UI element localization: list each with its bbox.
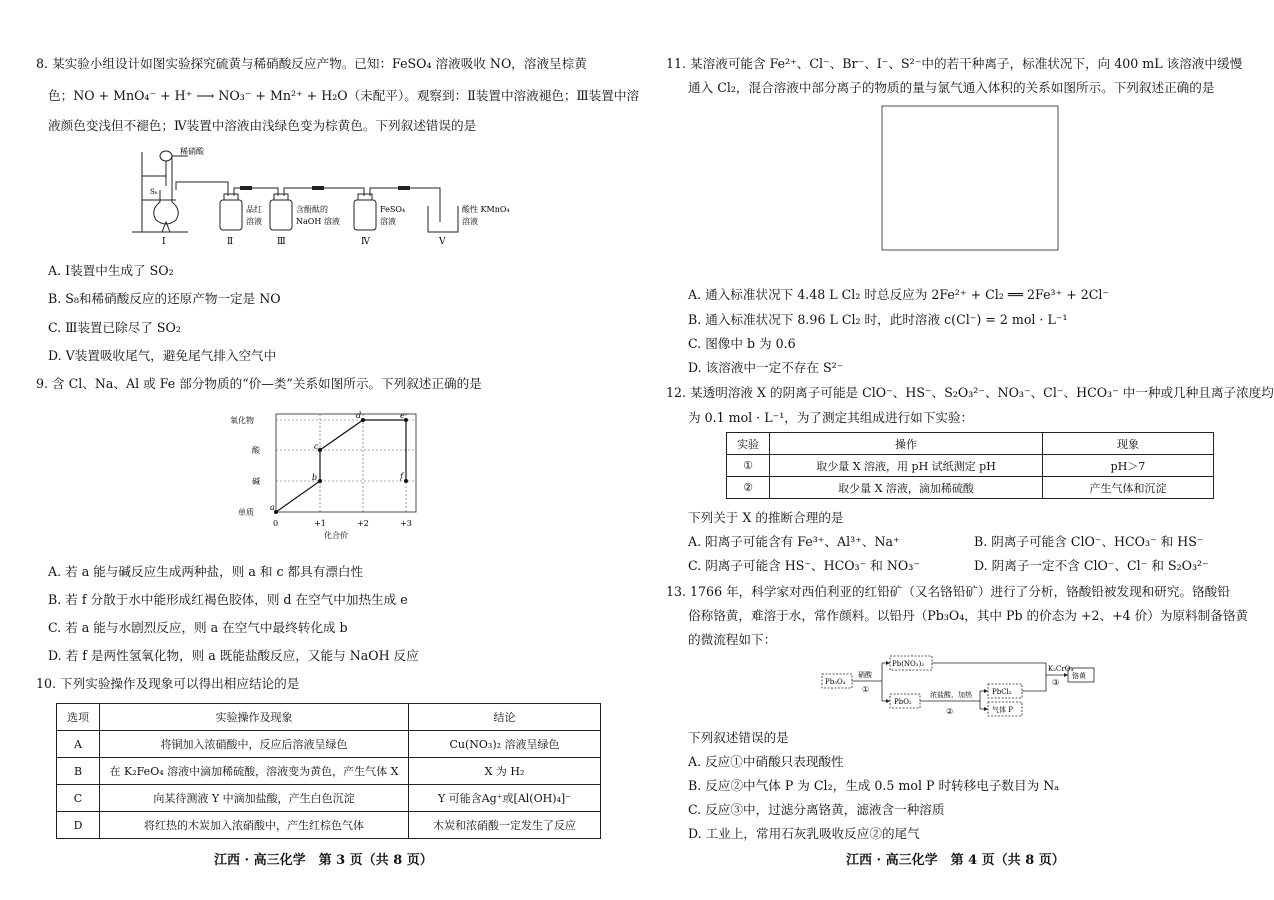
point-b: b — [312, 473, 318, 482]
point-d: d — [356, 411, 362, 420]
cell: Cu(NO₃)₂ 溶液呈绿色 — [409, 731, 601, 758]
q13-flowchart — [820, 652, 1110, 722]
q12-stem-line1: 12. 某透明溶液 X 的阴离子可能是 ClO⁻、HS⁻、S₂O₃²⁻、NO₃⁻、Cl⁻、HCO₃⁻ 中一种或几种且离子浓度均 — [666, 385, 1274, 400]
q12-stem-line2: 为 0.1 mol · L⁻¹，为了测定其组成进行如下实验： — [688, 410, 974, 425]
table-row — [57, 731, 601, 758]
chart-frame — [882, 106, 1058, 250]
q11-option-b: B. 通入标准状况下 8.96 L Cl₂ 时，此时溶液 c(Cl⁻) = 2 mol · L⁻¹ — [688, 312, 1068, 327]
x-tick-0: 0 — [273, 519, 279, 528]
y-label-acid: 酸 — [252, 446, 260, 455]
q11-option-c: C. 图像中 b 为 0.6 — [688, 336, 796, 351]
q12-option-b: B. 阴离子可能含 ClO⁻、HCO₃⁻ 和 HS⁻ — [974, 534, 1204, 549]
q13-option-b: B. 反应②中气体 P 为 Cl₂，生成 0.5 mol P 时转移电子数目为 Nₐ — [688, 778, 1060, 793]
cell: 将红热的木炭加入浓硝酸中，产生红棕色气体 — [100, 812, 409, 839]
q8-stem-line3: 液颜色变浅但不褪色；Ⅳ装置中溶液由浅绿色变为棕黄色。下列叙述错误的是 — [48, 118, 477, 133]
point-f: f — [400, 472, 403, 481]
flow-step2: ② — [946, 707, 954, 716]
label-device-3: Ⅲ — [277, 237, 286, 247]
q12-option-a: A. 阳离子可能含有 Fe³⁺、Al³⁺、Na⁺ — [688, 534, 900, 549]
q13-stem-line2: 俗称铬黄，难溶于水，常作颜料。以铅丹（Pb₃O₄，其中 Pb 的价态为 +2、+4 价）为原料制备铬黄 — [688, 608, 1249, 623]
cell: A — [57, 731, 100, 758]
cell: 取少量 X 溶液，用 pH 试纸测定 pH — [770, 455, 1043, 477]
label-s8: S₈ — [150, 188, 158, 196]
q8-option-d: D. Ⅴ装置吸收尾气，避免尾气排入空气中 — [48, 348, 277, 363]
y-label-base: 碱 — [252, 477, 260, 486]
x-tick-2: +2 — [357, 519, 369, 528]
cell: 向某待测液 Y 中滴加盐酸，产生白色沉淀 — [100, 785, 409, 812]
label-device-5: Ⅴ — [439, 237, 446, 247]
label-bottle4-b: 溶液 — [380, 217, 396, 226]
flow-gas-p: 气体 P — [992, 706, 1013, 714]
label-device-2: Ⅱ — [227, 237, 234, 247]
q8-stem-line1: 8. 某实验小组设计如图实验探究硫黄与稀硝酸反应产物。已知：FeSO₄ 溶液吸收 NO，溶液呈棕黄 — [36, 56, 587, 71]
table-row — [727, 477, 1214, 499]
flow-pb3o4: Pb₃O₄ — [825, 678, 846, 686]
label-device-4: Ⅳ — [361, 237, 370, 247]
table-row — [57, 758, 601, 785]
q8-apparatus-figure — [128, 146, 510, 250]
q12-header-exp: 实验 — [727, 433, 770, 455]
q13-option-c: C. 反应③中，过滤分离铬黄，滤液含一种溶质 — [688, 802, 945, 817]
q13-option-d: D. 工业上，常用石灰乳吸收反应②的尾气 — [688, 826, 920, 841]
page-footer-right: 江西 · 高三化学 第 4 页（共 8 页） — [846, 853, 1065, 868]
label-bottle3-a: 含酚酞的 — [296, 205, 328, 214]
x-axis-label: 化合价 — [324, 531, 348, 540]
y-label-oxide: 氧化物 — [230, 416, 254, 425]
q11-stem-line1: 11. 某溶液可能含 Fe²⁺、Cl⁻、Br⁻、I⁻、S²⁻中的若干种离子，标准状况下，向 400 mL 该溶液中缓慢 — [666, 56, 1243, 71]
table-row — [727, 455, 1214, 477]
cell: ② — [727, 477, 770, 499]
cell: D — [57, 812, 100, 839]
q9-option-b: B. 若 f 分散于水中能形成红褐色胶体，则 d 在空气中加热生成 e — [48, 592, 408, 607]
q9-valence-diagram — [226, 404, 426, 554]
point-a: a — [270, 503, 275, 512]
q8-option-c: C. Ⅲ装置已除尽了 SO₂ — [48, 320, 181, 335]
cell: 将铜加入浓硝酸中，反应后溶液呈绿色 — [100, 731, 409, 758]
flow-pbno3: Pb(NO₃)₂ — [892, 660, 925, 668]
q11-chart — [838, 100, 1068, 280]
q11-option-d: D. 该溶液中一定不存在 S²⁻ — [688, 360, 844, 375]
cell: C — [57, 785, 100, 812]
q13-stem-line1: 13. 1766 年，科学家对西伯利亚的红铅矿（又名铬铅矿）进行了分析，铬酸铅被发现和研究。铬酸铅 — [666, 584, 1230, 599]
table-row — [57, 785, 601, 812]
q12-option-d: D. 阴离子一定不含 ClO⁻、Cl⁻ 和 S₂O₃²⁻ — [974, 558, 1209, 573]
q11-stem-line2: 通入 Cl₂，混合溶液中部分离子的物质的量与氯气通入体积的关系如图所示。下列叙述正确的是 — [688, 80, 1215, 95]
flow-step1: ① — [862, 685, 870, 694]
q12-header-phenomenon: 现象 — [1043, 433, 1214, 455]
cell: 木炭和浓硝酸一定发生了反应 — [409, 812, 601, 839]
flow-pbcl2: PbCl₂ — [992, 688, 1012, 696]
point-e: e — [400, 411, 405, 420]
label-beaker5-a: 酸性 KMnO₄ — [462, 205, 510, 214]
label-bottle2-b: 溶液 — [246, 217, 262, 226]
cell: 产生气体和沉淀 — [1043, 477, 1214, 499]
cell: ① — [727, 455, 770, 477]
flow-nitric: 硝酸 — [858, 671, 872, 679]
cell: Y 可能含Ag⁺或[Al(OH)₄]⁻ — [409, 785, 601, 812]
right-page — [634, 0, 1274, 900]
label-bottle4-a: FeSO₄ — [380, 205, 406, 214]
flow-step3: ③ — [1052, 678, 1060, 687]
label-bottle2-a: 品红 — [246, 205, 262, 214]
q13-option-a: A. 反应①中硝酸只表现酸性 — [688, 754, 844, 769]
label-device-1: Ⅰ — [162, 237, 166, 247]
q9-option-d: D. 若 f 是两性氢氧化物，则 a 既能盐酸反应，又能与 NaOH 反应 — [48, 648, 419, 663]
q12-stem2: 下列关于 X 的推断合理的是 — [688, 510, 844, 525]
label-dilute-nitric-acid: 稀硝酸 — [180, 147, 204, 156]
q12-table — [726, 432, 1214, 499]
q9-option-c: C. 若 a 能与水剧烈反应，则 a 在空气中最终转化成 b — [48, 620, 348, 635]
q10-header-operation: 实验操作及现象 — [100, 704, 409, 731]
flow-pbo2: PbO₂ — [894, 698, 912, 706]
q10-header-conclusion: 结论 — [409, 704, 601, 731]
flow-hcl: 浓盐酸、加热 — [930, 691, 972, 699]
x-tick-1: +1 — [314, 519, 326, 528]
q10-stem: 10. 下列实验操作及现象可以得出相应结论的是 — [36, 676, 300, 691]
q10-header-option: 选项 — [57, 704, 100, 731]
label-beaker5-b: 溶液 — [462, 217, 478, 226]
q8-option-a: A. Ⅰ装置中生成了 SO₂ — [48, 263, 174, 278]
q10-table — [56, 703, 601, 839]
cell: B — [57, 758, 100, 785]
label-bottle3-b: NaOH 溶液 — [296, 217, 340, 226]
cell: 在 K₂FeO₄ 溶液中滴加稀硫酸，溶液变为黄色，产生气体 X — [100, 758, 409, 785]
q9-stem: 9. 含 Cl、Na、Al 或 Fe 部分物质的“价—类”关系如图所示。下列叙述正确的是 — [36, 376, 482, 391]
page-footer-left: 江西 · 高三化学 第 3 页（共 8 页） — [214, 853, 433, 868]
x-tick-3: +3 — [400, 519, 412, 528]
q12-option-c: C. 阴离子可能含 HS⁻、HCO₃⁻ 和 NO₃⁻ — [688, 558, 920, 573]
q8-option-b: B. S₈和稀硝酸反应的还原产物一定是 NO — [48, 291, 281, 306]
q11-option-a: A. 通入标准状况下 4.48 L Cl₂ 时总反应为 2Fe²⁺ + Cl₂ ══ 2Fe³⁺ + 2Cl⁻ — [688, 287, 1110, 302]
table-row — [57, 812, 601, 839]
q9-option-a: A. 若 a 能与碱反应生成两种盐，则 a 和 c 都具有漂白性 — [48, 564, 364, 579]
q13-stem-line3: 的微流程如下： — [688, 632, 777, 647]
cell: pH＞7 — [1043, 455, 1214, 477]
q12-header-operation: 操作 — [770, 433, 1043, 455]
flow-k2cro4: K₂CrO₄ — [1048, 665, 1074, 673]
flow-product: 铬黄 — [1072, 672, 1086, 680]
q8-stem-line2: 色；NO + MnO₄⁻ + H⁺ ⟶ NO₃⁻ + Mn²⁺ + H₂O（未配平）。观察到：Ⅱ装置中溶液褪色；Ⅲ装置中溶 — [48, 88, 640, 103]
cell: 取少量 X 溶液，滴加稀硫酸 — [770, 477, 1043, 499]
cell: X 为 H₂ — [409, 758, 601, 785]
point-c: c — [314, 442, 319, 451]
y-label-element: 单质 — [238, 508, 254, 517]
q13-stem2: 下列叙述错误的是 — [688, 730, 789, 745]
